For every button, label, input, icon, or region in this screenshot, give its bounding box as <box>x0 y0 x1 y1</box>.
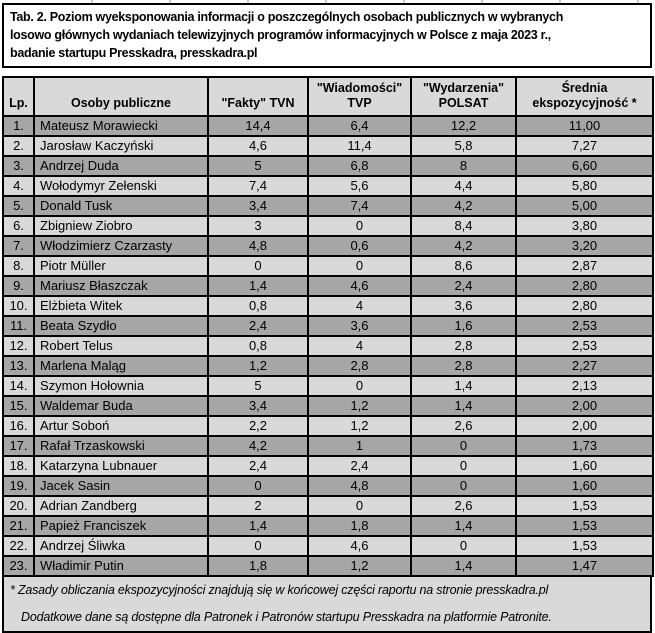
fakty-tvn-value: 5 <box>208 156 308 176</box>
fakty-tvn-value: 1,8 <box>208 556 308 576</box>
wiadomosci-tvp-value: 4 <box>308 336 411 356</box>
table-row <box>3 516 653 536</box>
wiadomosci-tvp-value: 0 <box>308 376 411 396</box>
wiadomosci-tvp-value: 0,6 <box>308 236 411 256</box>
fakty-tvn-value: 4,6 <box>208 136 308 156</box>
row-number: 19. <box>3 476 34 496</box>
table-row <box>3 116 653 136</box>
wydarzenia-polsat-value: 1,4 <box>411 396 516 416</box>
wydarzenia-polsat-value: 1,4 <box>411 516 516 536</box>
fakty-tvn-value: 2,2 <box>208 416 308 436</box>
table-row <box>3 336 653 356</box>
row-number: 15. <box>3 396 34 416</box>
table-row <box>3 456 653 476</box>
wydarzenia-polsat-value: 2,8 <box>411 336 516 356</box>
row-number: 5. <box>3 196 34 216</box>
wydarzenia-polsat-value: 0 <box>411 476 516 496</box>
title-line-2: losowo głównych wydaniach telewizyjnych programów informacyjnych w Polsce z maja 2023 r., <box>10 28 551 42</box>
fakty-tvn-value: 0 <box>208 476 308 496</box>
table-row <box>3 356 653 376</box>
col-header-osoby: Osoby publiczne <box>34 77 208 116</box>
wiadomosci-tvp-value: 4,6 <box>308 276 411 296</box>
footnote-patronite: Dodatkowe dane są dostępne dla Patronek i Patronów startupu Presskadra na platformie Patronite. <box>21 610 552 624</box>
person-name: Andrzej Duda <box>34 156 208 176</box>
table-row <box>3 496 653 516</box>
table-row <box>3 476 653 496</box>
srednia-value: 1,60 <box>516 456 653 476</box>
wiadomosci-tvp-value: 1,2 <box>308 416 411 436</box>
fakty-tvn-value: 2,4 <box>208 456 308 476</box>
srednia-value: 2,27 <box>516 356 653 376</box>
table-row <box>3 176 653 196</box>
person-name: Marlena Maląg <box>34 356 208 376</box>
wydarzenia-polsat-value: 8,6 <box>411 256 516 276</box>
wydarzenia-polsat-value: 2,6 <box>411 416 516 436</box>
col-header-wiadomosci-tvp: "Wiadomości" TVP <box>308 77 411 116</box>
table-title <box>2 3 652 68</box>
table-row <box>3 216 653 236</box>
wydarzenia-polsat-value: 1,4 <box>411 376 516 396</box>
person-name: Zbigniew Ziobro <box>34 216 208 236</box>
wydarzenia-polsat-value: 0 <box>411 456 516 476</box>
fakty-tvn-value: 1,4 <box>208 516 308 536</box>
title-line-3: badanie startupu Presskadra, presskadra.pl <box>10 46 258 60</box>
table-row <box>3 376 653 396</box>
row-number: 12. <box>3 336 34 356</box>
srednia-value: 11,00 <box>516 116 653 136</box>
fakty-tvn-value: 0 <box>208 536 308 556</box>
row-number: 2. <box>3 136 34 156</box>
wydarzenia-polsat-value: 1,6 <box>411 316 516 336</box>
row-number: 20. <box>3 496 34 516</box>
wiadomosci-tvp-value: 2,4 <box>308 456 411 476</box>
wiadomosci-tvp-value: 0 <box>308 496 411 516</box>
table-row <box>3 296 653 316</box>
srednia-value: 2,13 <box>516 376 653 396</box>
fakty-tvn-value: 3,4 <box>208 196 308 216</box>
srednia-value: 1,53 <box>516 516 653 536</box>
fakty-tvn-value: 0 <box>208 256 308 276</box>
row-number: 13. <box>3 356 34 376</box>
row-number: 21. <box>3 516 34 536</box>
wiadomosci-tvp-value: 4 <box>308 296 411 316</box>
person-name: Donald Tusk <box>34 196 208 216</box>
wiadomosci-tvp-value: 6,8 <box>308 156 411 176</box>
title-line-1: Tab. 2. Poziom wyeksponowania informacji o poszczególnych osobach publicznych w wybranych <box>10 10 564 24</box>
person-name: Mateusz Morawiecki <box>34 116 208 136</box>
footnote-exposure-rules: * Zasady obliczania ekspozycyjności znajdują się w końcowej części raportu na stronie presskadra.pl <box>10 583 549 597</box>
row-number: 4. <box>3 176 34 196</box>
fakty-tvn-value: 3 <box>208 216 308 236</box>
table-row <box>3 416 653 436</box>
wiadomosci-tvp-value: 6,4 <box>308 116 411 136</box>
row-number: 11. <box>3 316 34 336</box>
srednia-value: 2,00 <box>516 416 653 436</box>
wydarzenia-polsat-value: 8,4 <box>411 216 516 236</box>
fakty-tvn-value: 4,8 <box>208 236 308 256</box>
srednia-value: 2,00 <box>516 396 653 416</box>
wiadomosci-tvp-value: 7,4 <box>308 196 411 216</box>
table-row <box>3 196 653 216</box>
srednia-value: 3,80 <box>516 216 653 236</box>
wydarzenia-polsat-value: 0 <box>411 536 516 556</box>
wiadomosci-tvp-value: 11,4 <box>308 136 411 156</box>
srednia-value: 5,80 <box>516 176 653 196</box>
footnotes <box>2 575 652 633</box>
srednia-value: 2,87 <box>516 256 653 276</box>
srednia-value: 7,27 <box>516 136 653 156</box>
wiadomosci-tvp-value: 1,8 <box>308 516 411 536</box>
person-name: Adrian Zandberg <box>34 496 208 516</box>
col-header-srednia: Średnia ekspozycyjność * <box>516 77 653 116</box>
row-number: 23. <box>3 556 34 576</box>
wydarzenia-polsat-value: 12,2 <box>411 116 516 136</box>
wydarzenia-polsat-value: 2,4 <box>411 276 516 296</box>
wydarzenia-polsat-value: 4,4 <box>411 176 516 196</box>
wiadomosci-tvp-value: 0 <box>308 256 411 276</box>
wiadomosci-tvp-value: 4,8 <box>308 476 411 496</box>
row-number: 17. <box>3 436 34 456</box>
table-row <box>3 396 653 416</box>
wydarzenia-polsat-value: 0 <box>411 436 516 456</box>
srednia-value: 2,53 <box>516 336 653 356</box>
wydarzenia-polsat-value: 2,8 <box>411 356 516 376</box>
fakty-tvn-value: 2,4 <box>208 316 308 336</box>
table-row <box>3 436 653 456</box>
row-number: 10. <box>3 296 34 316</box>
col-header-fakty-tvn: "Fakty" TVN <box>208 77 308 116</box>
wydarzenia-polsat-value: 3,6 <box>411 296 516 316</box>
row-number: 3. <box>3 156 34 176</box>
wiadomosci-tvp-value: 1 <box>308 436 411 456</box>
row-number: 7. <box>3 236 34 256</box>
wydarzenia-polsat-value: 1,4 <box>411 556 516 576</box>
person-name: Szymon Hołownia <box>34 376 208 396</box>
srednia-value: 1,60 <box>516 476 653 496</box>
row-number: 22. <box>3 536 34 556</box>
person-name: Jacek Sasin <box>34 476 208 496</box>
fakty-tvn-value: 2 <box>208 496 308 516</box>
header-row <box>3 77 653 116</box>
row-number: 18. <box>3 456 34 476</box>
srednia-value: 5,00 <box>516 196 653 216</box>
fakty-tvn-value: 0,8 <box>208 296 308 316</box>
wiadomosci-tvp-value: 3,6 <box>308 316 411 336</box>
col-header-lp: Lp. <box>3 77 34 116</box>
wiadomosci-tvp-value: 1,2 <box>308 396 411 416</box>
wydarzenia-polsat-value: 4,2 <box>411 236 516 256</box>
fakty-tvn-value: 3,4 <box>208 396 308 416</box>
person-name: Papież Franciszek <box>34 516 208 536</box>
fakty-tvn-value: 1,4 <box>208 276 308 296</box>
fakty-tvn-value: 1,2 <box>208 356 308 376</box>
wiadomosci-tvp-value: 5,6 <box>308 176 411 196</box>
srednia-value: 2,80 <box>516 276 653 296</box>
exposure-table <box>2 76 654 577</box>
wydarzenia-polsat-value: 5,8 <box>411 136 516 156</box>
row-number: 14. <box>3 376 34 396</box>
person-name: Rafał Trzaskowski <box>34 436 208 456</box>
fakty-tvn-value: 4,2 <box>208 436 308 456</box>
wiadomosci-tvp-value: 4,6 <box>308 536 411 556</box>
person-name: Elżbieta Witek <box>34 296 208 316</box>
table-row <box>3 256 653 276</box>
table-row <box>3 316 653 336</box>
row-number: 6. <box>3 216 34 236</box>
srednia-value: 1,53 <box>516 536 653 556</box>
person-name: Piotr Müller <box>34 256 208 276</box>
srednia-value: 6,60 <box>516 156 653 176</box>
person-name: Waldemar Buda <box>34 396 208 416</box>
fakty-tvn-value: 14,4 <box>208 116 308 136</box>
table-row <box>3 156 653 176</box>
wiadomosci-tvp-value: 1,2 <box>308 556 411 576</box>
row-number: 1. <box>3 116 34 136</box>
fakty-tvn-value: 0,8 <box>208 336 308 356</box>
fakty-tvn-value: 5 <box>208 376 308 396</box>
person-name: Katarzyna Lubnauer <box>34 456 208 476</box>
fakty-tvn-value: 7,4 <box>208 176 308 196</box>
person-name: Andrzej Śliwka <box>34 536 208 556</box>
person-name: Robert Telus <box>34 336 208 356</box>
person-name: Jarosław Kaczyński <box>34 136 208 156</box>
srednia-value: 1,73 <box>516 436 653 456</box>
table-row <box>3 536 653 556</box>
person-name: Artur Soboń <box>34 416 208 436</box>
person-name: Władimir Putin <box>34 556 208 576</box>
wydarzenia-polsat-value: 4,2 <box>411 196 516 216</box>
srednia-value: 1,53 <box>516 496 653 516</box>
table-row <box>3 136 653 156</box>
row-number: 8. <box>3 256 34 276</box>
col-header-wydarzenia-polsat: "Wydarzenia" POLSAT <box>411 77 516 116</box>
table-row <box>3 276 653 296</box>
person-name: Włodzimierz Czarzasty <box>34 236 208 256</box>
wiadomosci-tvp-value: 0 <box>308 216 411 236</box>
person-name: Wołodymyr Zełenski <box>34 176 208 196</box>
row-number: 16. <box>3 416 34 436</box>
wydarzenia-polsat-value: 8 <box>411 156 516 176</box>
wydarzenia-polsat-value: 2,6 <box>411 496 516 516</box>
person-name: Mariusz Błaszczak <box>34 276 208 296</box>
row-number: 9. <box>3 276 34 296</box>
wiadomosci-tvp-value: 2,8 <box>308 356 411 376</box>
srednia-value: 2,53 <box>516 316 653 336</box>
srednia-value: 2,80 <box>516 296 653 316</box>
person-name: Beata Szydło <box>34 316 208 336</box>
srednia-value: 3,20 <box>516 236 653 256</box>
srednia-value: 1,47 <box>516 556 653 576</box>
table-row <box>3 236 653 256</box>
table-row <box>3 556 653 576</box>
